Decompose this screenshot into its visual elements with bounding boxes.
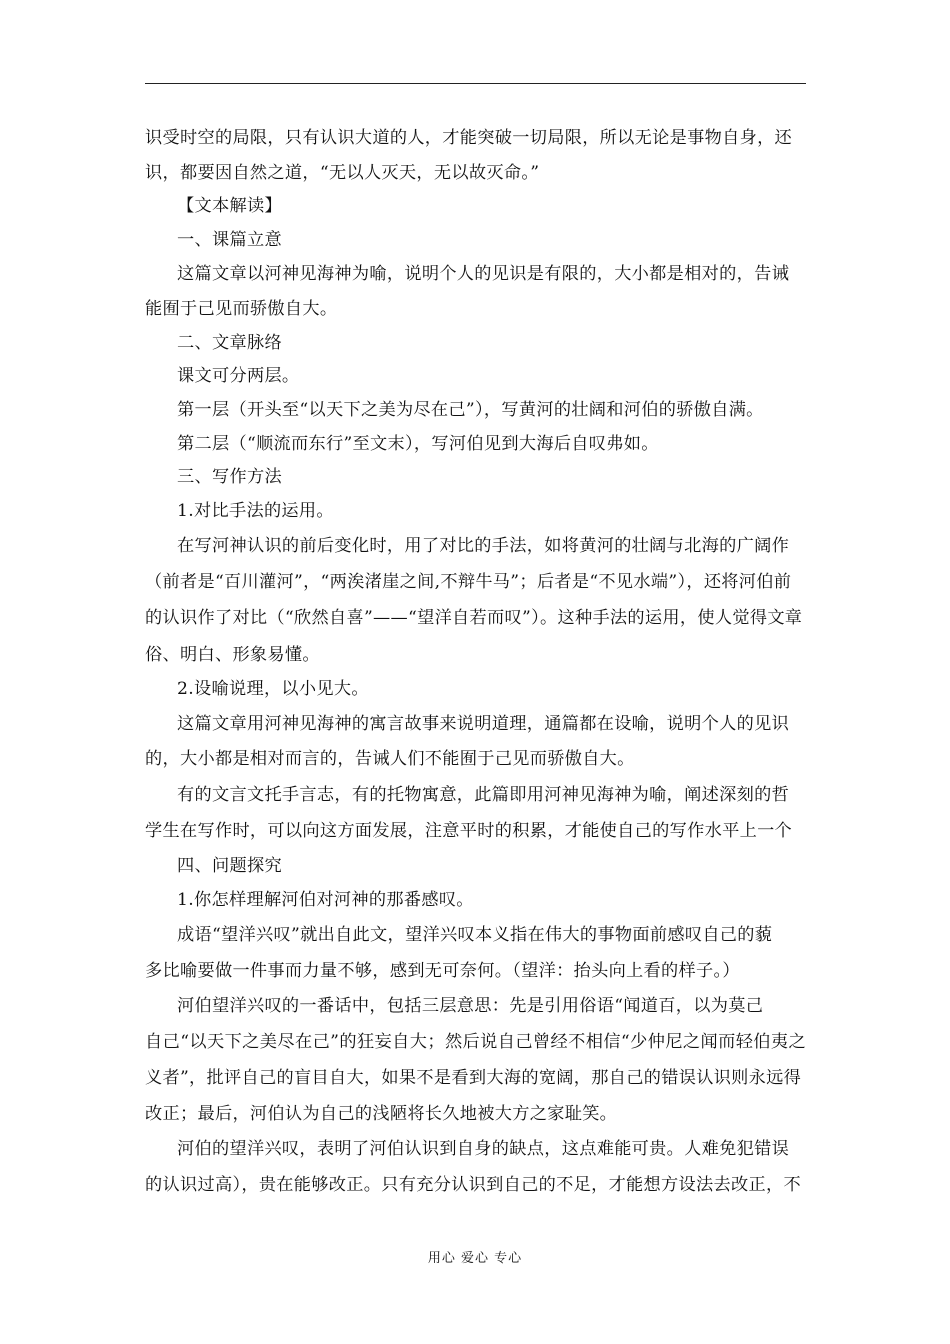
text-line: 多比喻要做一件事而力量不够，感到无可奈何。（望洋：抬头向上看的样子。） [145, 961, 740, 981]
text-line: 第一层（开头至“以天下之美为尽在己”），写黄河的壮阔和河伯的骄傲自满。 [177, 400, 764, 420]
text-line: 的认识过高），贵在能够改正。只有充分认识到自己的不足，才能想方设法去改正，不 [145, 1175, 801, 1195]
text-line: 课文可分两层。 [177, 366, 300, 386]
text-line: 俗、明白、形象易懂。 [145, 645, 320, 665]
subsection-heading: 1.你怎样理解河伯对河神的那番感叹。 [177, 890, 474, 910]
section-heading: 四、问题探究 [177, 856, 282, 876]
section-heading: 二、文章脉络 [177, 333, 282, 353]
header-rule [145, 83, 806, 84]
text-line: 能囿于己见而骄傲自大。 [145, 299, 338, 319]
text-line: 这篇文章用河神见海神的寓言故事来说明道理，通篇都在设喻，说明个人的见识 [177, 714, 790, 734]
text-line: 成语“望洋兴叹”就出自此文，望洋兴叹本义指在伟大的事物面前感叹自己的藐 [177, 925, 773, 945]
text-line: （前者是“百川灌河”，“两涘渚崖之间,不辩牛马”；后者是“不见水端”），还将河伯前 [145, 572, 792, 592]
text-line: 有的文言文托手言志，有的托物寓意，此篇即用河神见海神为喻，阐述深刻的哲 [177, 785, 790, 805]
text-line: 河伯望洋兴叹的一番话中，包括三层意思：先是引用俗语“闻道百，以为莫己 [177, 996, 764, 1016]
text-line: 自己“以天下之美尽在己”的狂妄自大；然后说自己曾经不相信“少仲尼之闻而轻伯夷之 [145, 1032, 806, 1052]
page-footer: 用心 爱心 专心 [427, 1251, 523, 1266]
text-line: 河伯的望洋兴叹，表明了河伯认识到自身的缺点，这点难能可贵。人难免犯错误 [177, 1139, 790, 1159]
text-line: 这篇文章以河神见海神为喻，说明个人的见识是有限的，大小都是相对的，告诫 [177, 264, 790, 284]
text-line: 的，大小都是相对而言的，告诫人们不能囿于己见而骄傲自大。 [145, 749, 635, 769]
text-line: 识受时空的局限，只有认识大道的人，才能突破一切局限，所以无论是事物自身，还 [145, 128, 793, 148]
text-line: 识，都要因自然之道，“无以人灭天，无以故灭命。” [145, 163, 540, 183]
subsection-heading: 2.设喻说理，以小见大。 [177, 679, 369, 699]
text-line: 的认识作了对比（“欣然自喜”——“望洋自若而叹”）。这种手法的运用，使人觉得文章 [145, 608, 803, 628]
section-heading: 【文本解读】 [177, 196, 282, 216]
text-line: 学生在写作时，可以向这方面发展，注意平时的积累，才能使自己的写作水平上一个 [145, 821, 793, 841]
text-line: 在写河神认识的前后变化时，用了对比的手法，如将黄河的壮阔与北海的广阔作 [177, 536, 790, 556]
text-line: 改正；最后，河伯认为自己的浅陋将长久地被大方之家耻笑。 [145, 1104, 618, 1124]
section-heading: 三、写作方法 [177, 467, 282, 487]
section-heading: 一、课篇立意 [177, 230, 282, 250]
subsection-heading: 1.对比手法的运用。 [177, 501, 334, 521]
text-line: 第二层（“顺流而东行”至文末），写河伯见到大海后自叹弗如。 [177, 434, 659, 454]
text-line: 义者”，批评自己的盲目自大，如果不是看到大海的宽阔，那自己的错误认识则永远得 [145, 1068, 802, 1088]
